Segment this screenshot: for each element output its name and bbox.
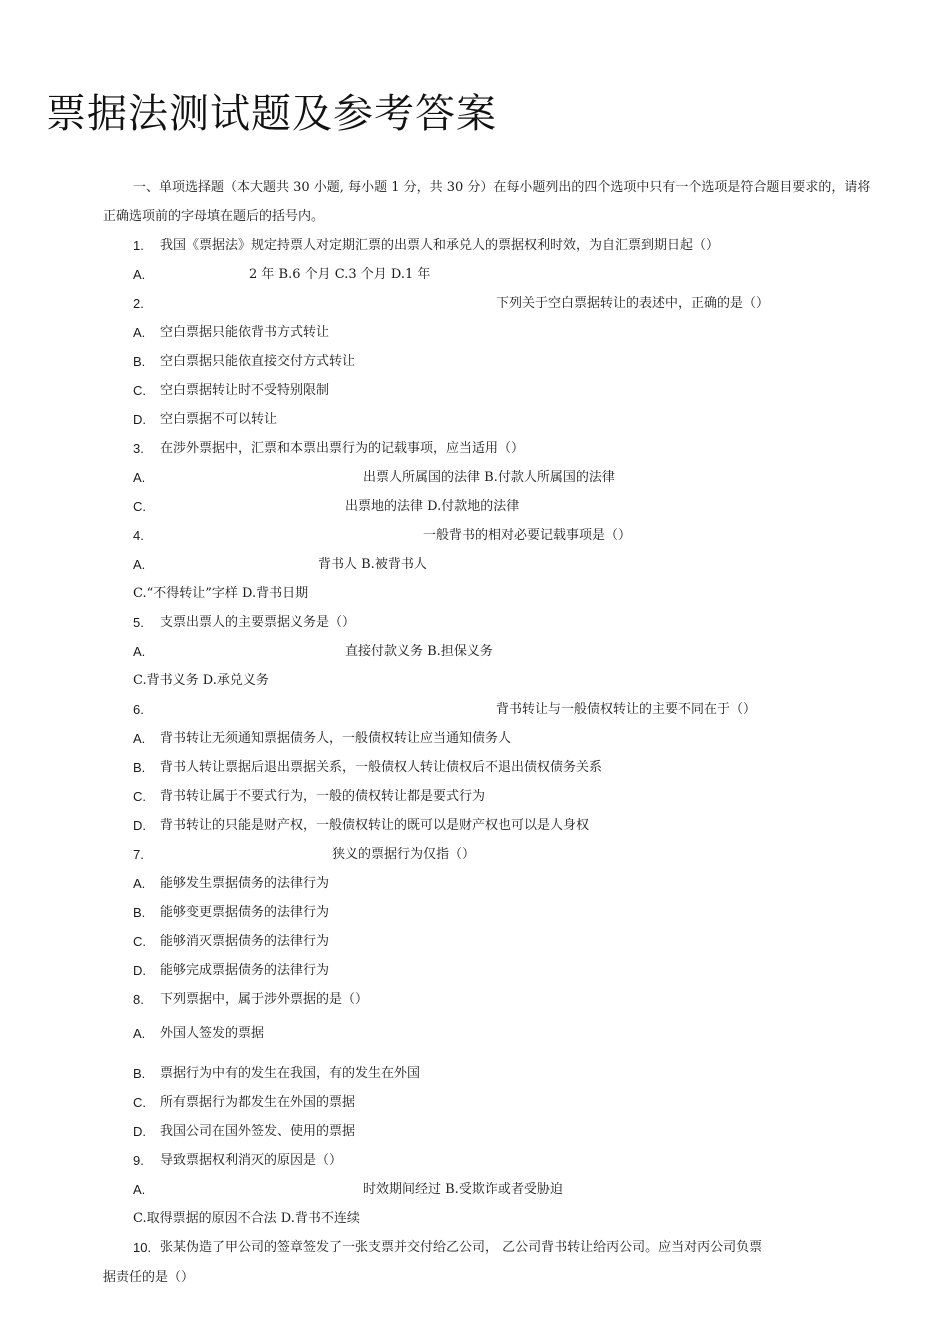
line-text: 据责任的是（） xyxy=(103,1270,195,1285)
line-text: 能够消灭票据债务的法律行为 xyxy=(160,934,330,949)
intro-line-2: 正确选项前的字母填在题后的括号内。 xyxy=(103,209,325,224)
line-label: 7. xyxy=(133,847,144,862)
line-label: 5. xyxy=(133,615,144,630)
line-label: 4. xyxy=(133,528,144,543)
line-text: 2 年 B.6 个月 C.3 个月 D.1 年 xyxy=(249,267,431,282)
line-label: A. xyxy=(133,470,146,485)
intro-line-1: 一、单项选择题（本大题共 30 小题, 每小题 1 分，共 30 分）在每小题列出的四个选项中只有一个选项是符合题目要求的，请将 xyxy=(133,180,871,195)
line-label: D. xyxy=(133,1124,146,1139)
line-text: 空白票据转让时不受特别限制 xyxy=(160,383,330,398)
line-text: 下列票据中，属于涉外票据的是（） xyxy=(160,992,369,1007)
line-label: B. xyxy=(133,1066,146,1081)
line-label: C. xyxy=(133,1095,146,1110)
line-label: A. xyxy=(133,325,146,340)
line-label: C. xyxy=(133,383,146,398)
line-text: 我国公司在国外签发、使用的票据 xyxy=(160,1124,356,1139)
line-text: 出票人所属国的法律 B.付款人所属国的法律 xyxy=(363,470,615,485)
page-title: 票据法测试题及参考答案 xyxy=(46,91,497,137)
line-text: 背书人 B.被背书人 xyxy=(318,557,427,572)
line-text: 空白票据只能依背书方式转让 xyxy=(160,325,330,340)
line-text: 背书人转让票据后退出票据关系，一般债权人转让债权后不退出债权债务关系 xyxy=(160,760,603,775)
line-label: 2. xyxy=(133,296,144,311)
line-label: A. xyxy=(133,557,146,572)
line-text: 外国人签发的票据 xyxy=(160,1026,265,1041)
line-label: B. xyxy=(133,760,146,775)
line-label: 1. xyxy=(133,238,144,253)
line-label: 8. xyxy=(133,992,144,1007)
line-text: 能够发生票据债务的法律行为 xyxy=(160,876,330,891)
line-text: 下列关于空白票据转让的表述中，正确的是（） xyxy=(496,296,770,311)
line-label: C. xyxy=(133,934,146,949)
line-label: 3. xyxy=(133,441,144,456)
line-text: 票据行为中有的发生在我国，有的发生在外国 xyxy=(160,1066,421,1081)
line-text: 我国《票据法》规定持票人对定期汇票的出票人和承兑人的票据权利时效，为自汇票到期日起（） xyxy=(160,238,720,253)
line-text: 能够完成票据债务的法律行为 xyxy=(160,963,330,978)
line-label: B. xyxy=(133,354,146,369)
line-text: 导致票据权利消灭的原因是（） xyxy=(160,1153,343,1168)
line-text: 所有票据行为都发生在外国的票据 xyxy=(160,1095,356,1110)
line-label: D. xyxy=(133,818,146,833)
line-label: A. xyxy=(133,731,146,746)
line-text: 空白票据只能依直接交付方式转让 xyxy=(160,354,356,369)
line-text: 时效期间经过 B.受欺诈或者受胁迫 xyxy=(363,1182,563,1197)
line-text: 一般背书的相对必要记载事项是（） xyxy=(423,528,632,543)
line-text: C.背书义务 D.承兑义务 xyxy=(133,673,269,688)
line-label: D. xyxy=(133,412,146,427)
line-text: 背书转让属于不要式行为，一般的债权转让都是要式行为 xyxy=(160,789,486,804)
line-text: 直接付款义务 B.担保义务 xyxy=(345,644,493,659)
line-label: C. xyxy=(133,499,146,514)
line-label: A. xyxy=(133,876,146,891)
line-text: 出票地的法律 D.付款地的法律 xyxy=(345,499,520,514)
line-label: A. xyxy=(133,1026,146,1041)
line-label: D. xyxy=(133,963,146,978)
line-text: 空白票据不可以转让 xyxy=(160,412,278,427)
line-label: B. xyxy=(133,905,146,920)
line-text: C.取得票据的原因不合法 D.背书不连续 xyxy=(133,1211,360,1226)
line-label: 10. xyxy=(133,1240,152,1255)
line-text: C.“不得转让”字样 D.背书日期 xyxy=(133,586,309,601)
line-text: 能够变更票据债务的法律行为 xyxy=(160,905,330,920)
line-text: 背书转让无须通知票据债务人，一般债权转让应当通知债务人 xyxy=(160,731,512,746)
line-text: 背书转让与一般债权转让的主要不同在于（） xyxy=(496,702,757,717)
line-text: 支票出票人的主要票据义务是（） xyxy=(160,615,356,630)
line-label: C. xyxy=(133,789,146,804)
line-text: 在涉外票据中，汇票和本票出票行为的记载事项，应当适用（） xyxy=(160,441,525,456)
line-text: 狭义的票据行为仅指（） xyxy=(332,847,476,862)
line-label: A. xyxy=(133,644,146,659)
line-label: A. xyxy=(133,1182,146,1197)
line-text: 背书转让的只能是财产权，一般债权转让的既可以是财产权也可以是人身权 xyxy=(160,818,590,833)
line-label: 6. xyxy=(133,702,144,717)
line-text: 张某伪造了甲公司的签章签发了一张支票并交付给乙公司， 乙公司背书转让给丙公司。应当对丙公司负票 xyxy=(160,1240,763,1255)
line-label: A. xyxy=(133,267,146,282)
line-label: 9. xyxy=(133,1153,144,1168)
